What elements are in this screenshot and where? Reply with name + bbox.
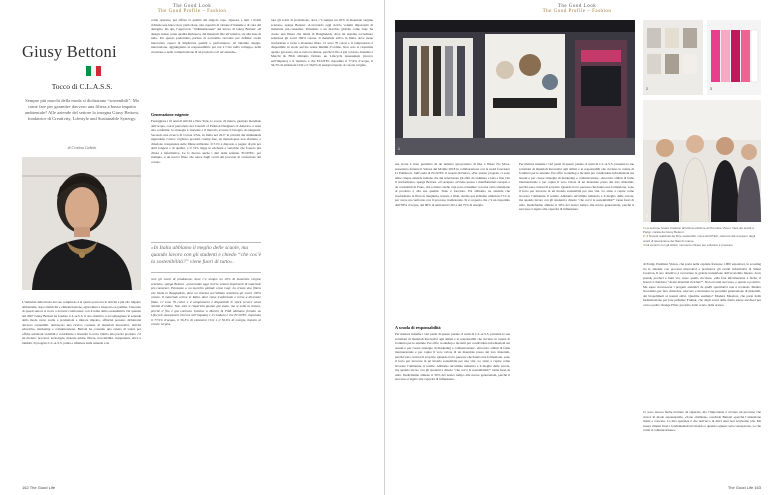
byline: di Cristina Gabetti — [67, 146, 97, 150]
photo-number-1: 1 — [398, 147, 400, 151]
stand-illustration — [395, 20, 635, 155]
section-title: The Good Profile – Fashion — [157, 9, 227, 14]
right-page — [384, 0, 768, 495]
caption-3-text: Gli incontri con gli stilisti, momento chiave per educare e processi. — [645, 242, 734, 247]
caption-1-text: La sezione Smart Creation all’ultima edizione di Première Vision, fiera dei tessili a Parigi, curata da Giusy Bettoni. — [643, 226, 754, 235]
caption-2-text: Tessuti realizzati da fibre sostenibili, come ECOTEC, ottenuto dal recupero degli scarti di lavorazione dei filati di cotone. — [643, 234, 756, 243]
photo-fabric-swatches — [643, 20, 703, 95]
profile-name: Giusy Bettoni — [22, 42, 117, 61]
photo-number-2: 2 — [646, 87, 648, 91]
right-body-column-3b-text: Ci sono ancora molte barriere da superare, ma l’importante è avviare un processo che cresca in modo esponenziale. «Sono ottimista» conclude Bettoni «perché l’attenzione inizia a crescere. La mia speranza è che nell’arco di dieci anni non serviremo più. Ma essere rimasti fuori i fondamentali nel mondo e quando ognuno sarà consapevole, so che come il comunicazione». — [643, 410, 761, 433]
photo-captions — [643, 226, 761, 247]
magazine-title: The Good Look — [172, 4, 212, 9]
body-column-3 — [271, 18, 373, 480]
swatches-illustration — [643, 20, 703, 95]
photo-number-3: 3 — [710, 87, 712, 91]
running-header-left — [0, 4, 384, 14]
heading-generazione: Generazione esigente — [151, 112, 189, 117]
caption-3-num: 4 — [643, 242, 645, 247]
right-body-column-1-text: sue storie è stato premiato da un numero spropositato di like a Waste No More, presentato durante il Salone del Mobile 2018 in collaborazione con la trend forecaster Li Edelkoort. Sull’onda di ECOTEC il tessuto ReVerso. «Per questo progetto ci sono unite cinque aziende italiane che dal selezionare gli abiti di cashmere e lana a fine vita li trasformano» spiega Bettoni. «Il recupero avviene presso i manifatturieri europei e da consulenti di Prato, che tornano anche capi post-consumer con una certa attenzione al prodotto e alla sua qualità. Tutto è tracciato. Poi abbiamo tre aziende che trasformano le fibre in maglieria, tessuti, e filati. Anche qui abbiamo utilizzato l’LCA per avere un confronto con il processo tradizionale. Si è scoperto che c’è un risparmio dell’89% d’acqua, del 96% di emissioni CO2 e del 75% di energia. — [395, 162, 510, 207]
right-body-column-3b — [643, 410, 761, 480]
caption-2 — [643, 234, 761, 242]
body-column-2c — [151, 277, 261, 480]
caption-1-num: 1 — [643, 226, 645, 230]
body-column-2a-text: come operano, per offrire la qualità del singolo capo. Operare a tutti i livelli richiede una know-how particolare, una capacità di visione d’insieme e di cura del dettaglio. Da qui, l’approccio “tridimensionale” del lavoro di Giusy Bettoni: «Il design, inteso come qualità intrinseca, dei materiali fino all’estetica, sta alla base di tutto. Per questo preferiamo parlare di economia circolare per definire scelte innovative capaci di migliorare qualità e performance. Al binomio design-innovazione, aggiungiamo la responsabilità: per noi è l’abc nello sviluppo, nella creazione e nella comunicazione di un prodotto e di un’azienda». — [151, 18, 261, 54]
portrait-illustration — [22, 157, 141, 290]
body-column-2a — [151, 18, 261, 110]
right-body-column-3 — [643, 262, 761, 407]
running-header-right — [385, 4, 768, 14]
yarn-illustration — [707, 20, 761, 95]
body-column-2c-text: rare gli scarti di produzione, dove c’è sempre un 20% di materiale vergine scartato» spiega Bettoni. «Lavorando oggi riciclo volumi importanti di materiale pre-consumer. Pensiamo a un marchio globale come Gap: ha creato una filiera che inizia in Bangladesh, dove un sistema accreditato seleziona gli scarti 100% cotone. Il materiale arriva in Italia, dove viene trasformato e torna a diventare filato. Ci sono 70 colori e il campionario è disponibile in stock service senza minimi d’ordine. Non solo si risparmia quanto già usato, ma si evita la tintura, perché il filo è già colorato. Insieme a Marchi & Fildi abbiamo firmato un Lifecycle Assessment (ricerca sull’impatto) e il risultato è che ECOTEC risparmia il 77,9% d’acqua, il 56,3% di emissioni CO2 e il 56,6% di energia rispetto al cotone vergine. — [151, 277, 261, 327]
photo-smart-creation-stand — [395, 20, 635, 155]
portrait-photo — [22, 157, 141, 290]
photo-designers-meeting — [643, 100, 761, 222]
pull-quote: «In Italia abbiamo il meglio delle scuole, ma quando lavoro con gli studenti e chiedo “che cos’è la sostenibilità?” viene fuori di tutto». — [151, 245, 261, 265]
italian-flag-icon — [86, 66, 101, 76]
right-body-column-3-text: di Parigi, Première Vision, che porta nella capitale francese 1.900 espositori, la scouting tra le aziende con processi innovativi e promuove gli eventi informativi di Smart Creation. Il suo obiettivo è raccontare la grande transizione dall’economia lineare, dove prendi, produci e butti via, verso quella circolare. «Ma fare informazione è facile, il brand ci chiedono “Avete materiali riciclati?”. Non era mai successo, e questo è positivo. Ma saper riconoscere i progetti autentici da quelli speculativi non è scontato. Mentre lavoriamo per fare chiarezza, nascono e inventano la prossima generazione di materiali, dai biopolimeri ai tessuti attivi. Qualche esempio? Modern Meadow, che parte dalla fermentazione per fare pellame; Frumat, che dagli scarti della frutta estrae zuccheri per carta e pelle; Orange Fiber, prodotto dallo scarto delle arance. — [643, 262, 761, 307]
body-column-3-text: rare gli scarti di produzione, dove c’è sempre un 20% di materiale vergine scartato» spiega Bettoni. «Lavorando oggi riciclo volumi importanti di materiale pre-consumer. Pensiamo a un marchio globale come Gap: ha creato una filiera che inizia in Bangladesh, dove un sistema accreditato seleziona gli scarti 100% cotone. Il materiale arriva in Italia, dove viene trasformato e torna a diventare filato. Ci sono 70 colori e il campionario è disponibile in stock service senza minimi d’ordine. Non solo si risparmia quanto già usato, ma si evita la tintura, perché il filo è già colorato. Insieme a Marchi & Fildi abbiamo firmato un Lifecycle Assessment (ricerca sull’impatto) e il risultato è che ECOTEC risparmia il 77,9% d’acqua, il 56,3% di emissioni CO2 e il 56,6% di energia rispetto al cotone vergine. — [271, 18, 373, 68]
caption-1 — [643, 226, 761, 234]
folio-right: The Good Life 163 — [727, 485, 761, 490]
body-column-1 — [22, 300, 141, 480]
right-body-column-1 — [395, 162, 510, 322]
article-subtitle: Tocco di C.L.A.S.S. — [51, 82, 113, 91]
section-title-right: The Good Profile – Fashion — [542, 9, 612, 14]
quote-rule-top — [151, 242, 261, 243]
caption-2-num: 2, 3 — [643, 234, 649, 239]
right-body-column-2 — [519, 162, 634, 480]
body-column-2b-text: Festeggiare i 10 anni di attività a New York, lo scorso 22 marzo, giornata mondiale dell’acqua, con il patrocinio del Council of Fashion Designers of America, è stata una conferma: la strategia è vincente e il mercato avverte il bisogno di adeguarsi. Secondo una ricerca di Cotton USA, in Italia nel 2017 le priorità dei millennials riguardano l’etica: vogliono prodotti cruelty-free, da manodopera non sfruttata, e chiedono trasparenza sulle filiere utilizzate. Il 51% è disposto a pagare di più per abiti longevi e di qualità, e il 74% legge le etichette e verrebbe che fossero più chiare e informative. Ce lo dicono anche i dati delle aziende. ECOTEC, per esempio, è un nuovo filato che nasce dagli scarti dei processi di confezione del cotone. — [151, 119, 261, 164]
folio-left: 162 The Good Life — [22, 485, 56, 490]
meeting-illustration — [643, 100, 761, 222]
photo-colored-yarn — [707, 20, 761, 95]
caption-3 — [643, 243, 761, 247]
quote-rule-bottom — [151, 272, 261, 273]
intro-standfirst: Sempre più marchi della moda si dichiarano “sostenibili”. Ma come fare per garantire davvero una filiera a basso impatto ambientale? Alle aziende del settore lo insegna Giusy Bettoni, fondatrice di Creativity, Lifestyle and Sustainable Synergy. — [24, 98, 140, 122]
heading-scuola: A scuola di responsabilità — [395, 325, 441, 330]
right-body-column-2-text: Per mettere insieme i vari pezzi di questo puzzle, il team di C.L.A.S.S. presenta le sue soluzioni di materiali innovativi agli stilisti e ai responsabili che avviano la catena di fornitura per le aziende. Per offre workshop e incontri per condividere informazioni sui tessuti e per creare strategie di marketing e comunicazione. «Incontro stilisti di fama internazionale e per capire il vero valore di un materiale passo dei loro materiali, perché sono curiosi di scoprire. Quando trovo persone che hanno una formazione, sono il ferro per lavorare in un mondo sostenibile per una vita. Lo aiuto a capire come lavorare l’ambiente, il tessile. Abbiamo un’ultima industria e il meglio delle scuole, ma quando lavoro con gli studenti e chiedo “che cos’è la sostenibilità?” viene fuori di tutto. Dedichiamo almeno il 30% del nostro tempo alle nuove generazioni, perché il successo è legato alla capacità di influenzare. — [519, 162, 634, 212]
right-body-column-1b-text: Per mettere insieme i vari pezzi di questo puzzle, il team di C.L.A.S.S. presenta le sue soluzioni di materiali innovativi agli stilisti e ai responsabili che avviano la catena di fornitura per le aziende. Per offre workshop e incontri per condividere informazioni sui tessuti e per creare strategie di marketing e comunicazione. «Incontro stilisti di fama internazionale e per capire il vero valore di un materiale passo dei loro materiali, perché sono curiosi di scoprire. Quando trovo persone che hanno una formazione, sono il ferro per lavorare in un mondo sostenibile per una vita. Lo aiuto a capire come lavorare l’ambiente, il tessile. Abbiamo un’ultima industria e il meglio delle scuole, ma quando lavoro con gli studenti e chiedo “che cos’è la sostenibilità?” viene fuori di tutto. Dedichiamo almeno il 30% del nostro tempo alle nuove generazioni, perché il successo è legato alla capacità di influenzare. — [395, 332, 510, 382]
body-column-1-text: L’industria della moda nel suo complesso è al quarto posto tra le attività a più alto impatto ambientale, dopo elettricità e climatizzazione, agricoltura e trasporto su gomma. Ciascuno di questi settori si trova a doversi confrontare con il tema della sostenibilità. Da quando nel 2007 Giusy Bettoni ha fondato C.L.A.S.S. il suo obiettivo è accompagnare le aziende della moda verso scelte e produzioni a minore impatto, affinché possano dichiararsi davvero sostenibili. Attraverso una ricerca costante di materiali innovativi, attività educative, marketing e comunicazione, Bettoni ha costruito una catena di valori per offrire soluzioni scalabili e contribuire a invertire la rotta. Dietro alla parola prodotto c’è un mondo: processi, tecnologie, materie prime, filiere, tracciabilità, trasparenza, etica e identità. Il progetto C.L.A.S.S. punta a riflettere sulle aziende e su — [22, 300, 141, 345]
photo-number-4: 4 — [646, 214, 648, 218]
magazine-title-right: The Good Look — [557, 4, 597, 9]
body-column-2b — [151, 119, 261, 237]
right-body-column-1b — [395, 332, 510, 480]
